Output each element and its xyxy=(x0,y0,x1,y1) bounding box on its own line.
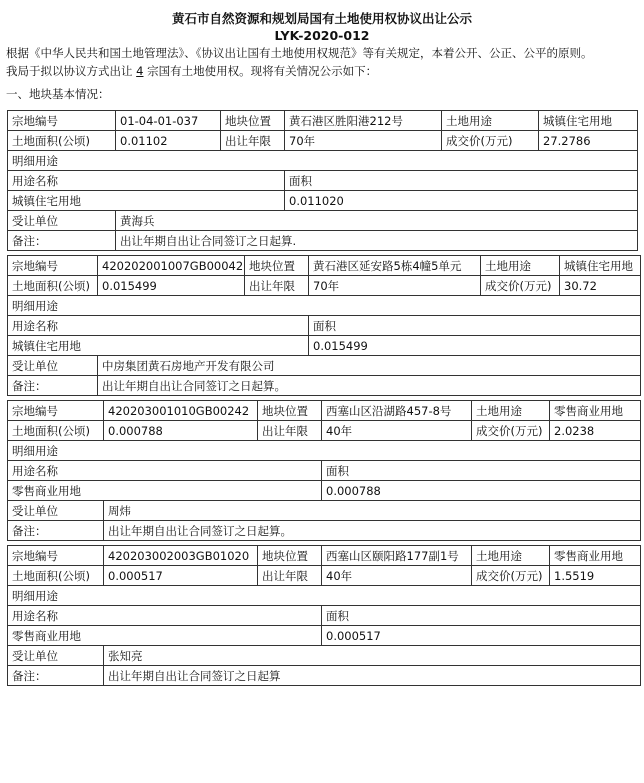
price-label: 成交价(万元) xyxy=(472,566,550,586)
area-value: 0.01102 xyxy=(116,131,221,151)
table-row xyxy=(8,151,640,171)
table-row xyxy=(8,626,641,646)
detail-use-label: 明细用途 xyxy=(8,586,641,606)
parcel-no-value: 420203001010GB00242 xyxy=(104,401,258,421)
parcel-no-label: 宗地编号 xyxy=(8,546,104,566)
notice-code: LYK-2020-012 xyxy=(274,28,370,43)
plot-tables xyxy=(0,110,644,686)
grantee-value: 张知亮 xyxy=(104,646,641,666)
remark-label: 备注： xyxy=(8,231,116,251)
table-row xyxy=(8,276,641,296)
table-row xyxy=(8,441,641,461)
use-name-header: 用途名称 xyxy=(8,461,322,481)
table-row xyxy=(8,646,641,666)
notice-title: 黄石市自然资源和规划局国有土地使用权协议出让公示 xyxy=(171,11,472,26)
remark-value: 出让年期自出让合同签订之日起算. xyxy=(116,231,638,251)
parcel-no-value: 01-04-01-037 xyxy=(116,111,221,131)
parcel-no-value: 420202001007GB00042 xyxy=(98,256,245,276)
detail-use-name: 零售商业用地 xyxy=(8,481,322,501)
remark-label: 备注： xyxy=(8,666,104,686)
land-use-label: 土地用途 xyxy=(472,401,550,421)
remark-label: 备注： xyxy=(8,376,98,396)
remark-label: 备注： xyxy=(8,521,104,541)
detail-use-name: 零售商业用地 xyxy=(8,626,322,646)
price-value: 2.0238 xyxy=(550,421,641,441)
price-label: 成交价(万元) xyxy=(472,421,550,441)
table-row xyxy=(8,421,641,441)
table-row xyxy=(8,171,640,191)
table-row xyxy=(8,356,641,376)
sub-area-header: 面积 xyxy=(285,171,638,191)
table-row xyxy=(8,521,641,541)
area-label: 土地面积(公顷) xyxy=(8,566,104,586)
land-use-value: 城镇住宅用地 xyxy=(560,256,641,276)
area-value: 0.015499 xyxy=(98,276,245,296)
remark-value: 出让年期自出让合同签订之日起算 xyxy=(104,666,641,686)
table-row xyxy=(8,191,640,211)
plot-table xyxy=(7,545,641,686)
plot-table xyxy=(7,400,641,541)
use-name-header: 用途名称 xyxy=(8,606,322,626)
table-row xyxy=(8,111,640,131)
land-use-value: 城镇住宅用地 xyxy=(539,111,638,131)
location-value: 黄石港区延安路5栋4幢5单元 xyxy=(309,256,481,276)
land-use-label: 土地用途 xyxy=(442,111,539,131)
land-use-label: 土地用途 xyxy=(481,256,560,276)
detail-use-name: 城镇住宅用地 xyxy=(8,336,309,356)
location-value: 西塞山区颐阳路177副1号 xyxy=(322,546,472,566)
area-label: 土地面积(公顷) xyxy=(8,131,116,151)
price-label: 成交价(万元) xyxy=(481,276,560,296)
area-label: 土地面积(公顷) xyxy=(8,276,98,296)
sub-area-header: 面积 xyxy=(309,316,641,336)
use-name-header: 用途名称 xyxy=(8,316,309,336)
intro-text xyxy=(0,44,644,80)
table-row xyxy=(8,316,641,336)
table-row xyxy=(8,566,641,586)
area-label: 土地面积(公顷) xyxy=(8,421,104,441)
sub-area-header: 面积 xyxy=(322,606,641,626)
table-row xyxy=(8,666,641,686)
location-label: 地块位置 xyxy=(258,401,322,421)
grantee-label: 受让单位 xyxy=(8,356,98,376)
land-use-value: 零售商业用地 xyxy=(550,401,641,421)
table-row xyxy=(8,211,640,231)
term-label: 出让年限 xyxy=(245,276,309,296)
term-value: 40年 xyxy=(322,421,472,441)
price-value: 30.72 xyxy=(560,276,641,296)
table-row xyxy=(8,461,641,481)
table-row xyxy=(8,256,641,276)
table-row xyxy=(8,231,640,251)
intro-line-2-after: 宗国有土地使用权。现将有关情况公示如下： xyxy=(147,64,378,78)
detail-use-label: 明细用途 xyxy=(8,296,641,316)
location-label: 地块位置 xyxy=(221,111,285,131)
area-value: 0.000788 xyxy=(104,421,258,441)
location-label: 地块位置 xyxy=(245,256,309,276)
detail-area: 0.015499 xyxy=(309,336,641,356)
table-row xyxy=(8,336,641,356)
parcel-no-label: 宗地编号 xyxy=(8,111,116,131)
land-use-label: 土地用途 xyxy=(472,546,550,566)
table-row xyxy=(8,296,641,316)
intro-line-1: 根据《中华人民共和国土地管理法》、《协议出让国有土地使用权规范》等有关规定，本着公开、公正、公平的原则。 xyxy=(6,46,593,60)
term-label: 出让年限 xyxy=(258,566,322,586)
remark-value: 出让年期自出让合同签订之日起算。 xyxy=(104,521,641,541)
grantee-label: 受让单位 xyxy=(8,211,116,231)
table-row xyxy=(8,131,640,151)
grantee-value: 周炜 xyxy=(104,501,641,521)
location-label: 地块位置 xyxy=(258,546,322,566)
detail-area: 0.000517 xyxy=(322,626,641,646)
grantee-label: 受让单位 xyxy=(8,501,104,521)
intro-line-2 xyxy=(6,62,638,80)
grantee-value: 黄海兵 xyxy=(116,211,638,231)
term-label: 出让年限 xyxy=(258,421,322,441)
parcel-no-label: 宗地编号 xyxy=(8,401,104,421)
table-row xyxy=(8,376,641,396)
section-title: 一、地块基本情况： xyxy=(6,87,110,101)
parcel-no-value: 420203002003GB01020 xyxy=(104,546,258,566)
location-value: 黄石港区胜阳港212号 xyxy=(285,111,442,131)
term-value: 70年 xyxy=(285,131,442,151)
remark-value: 出让年期自出让合同签订之日起算。 xyxy=(98,376,641,396)
plot-table xyxy=(7,110,640,251)
intro-line-2-before: 我局于拟以协议方式出让 xyxy=(6,64,133,78)
detail-use-name: 城镇住宅用地 xyxy=(8,191,285,211)
detail-use-label: 明细用途 xyxy=(8,441,641,461)
parcel-no-label: 宗地编号 xyxy=(8,256,98,276)
term-value: 40年 xyxy=(322,566,472,586)
plot-table xyxy=(7,255,641,396)
area-value: 0.000517 xyxy=(104,566,258,586)
price-label: 成交价(万元) xyxy=(442,131,539,151)
location-value: 西塞山区沿湖路457-8号 xyxy=(322,401,472,421)
table-row xyxy=(8,546,641,566)
price-value: 1.5519 xyxy=(550,566,641,586)
table-row xyxy=(8,481,641,501)
grantee-value: 中房集团黄石房地产开发有限公司 xyxy=(98,356,641,376)
term-value: 70年 xyxy=(309,276,481,296)
table-row xyxy=(8,501,641,521)
use-name-header: 用途名称 xyxy=(8,171,285,191)
land-use-value: 零售商业用地 xyxy=(550,546,641,566)
detail-area: 0.000788 xyxy=(322,481,641,501)
grantee-label: 受让单位 xyxy=(8,646,104,666)
term-label: 出让年限 xyxy=(221,131,285,151)
detail-area: 0.011020 xyxy=(285,191,638,211)
table-row xyxy=(8,401,641,421)
parcel-count: 4 xyxy=(136,64,144,78)
detail-use-label: 明细用途 xyxy=(8,151,638,171)
sub-area-header: 面积 xyxy=(322,461,641,481)
price-value: 27.2786 xyxy=(539,131,638,151)
table-row xyxy=(8,586,641,606)
table-row xyxy=(8,606,641,626)
